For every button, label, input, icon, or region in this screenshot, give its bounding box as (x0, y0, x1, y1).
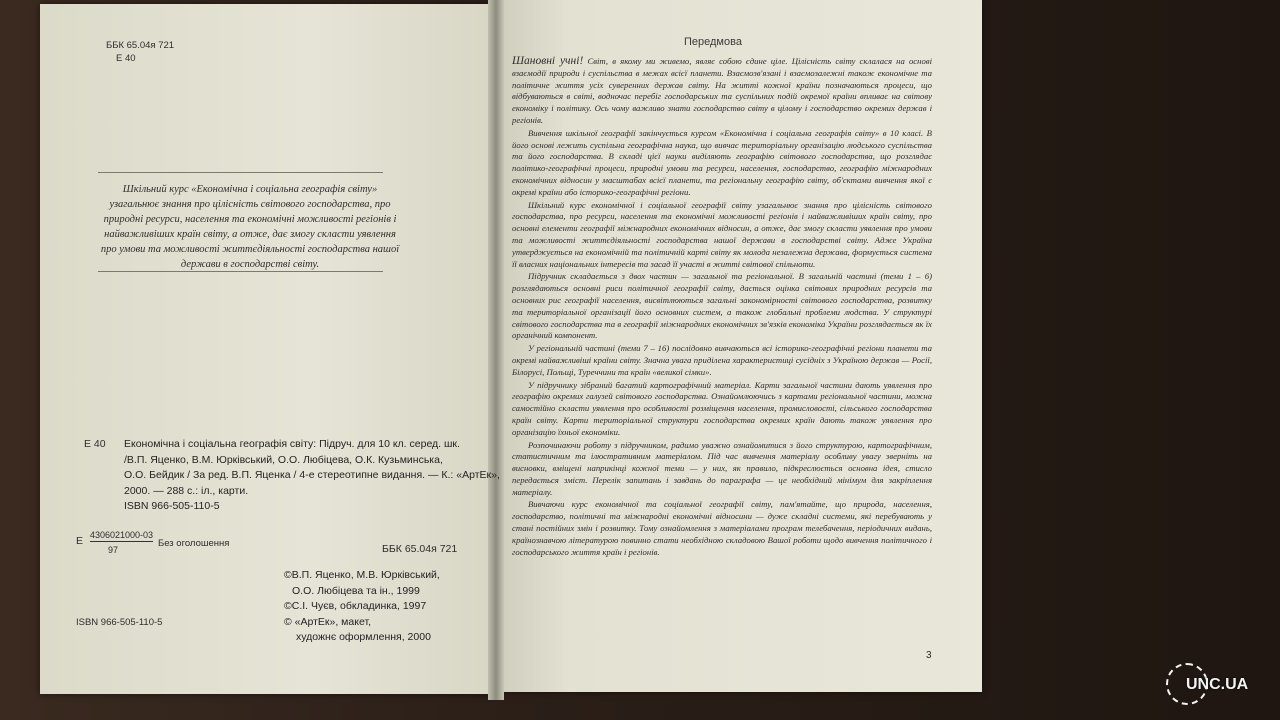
bib-line: ISBN 966-505-110-5 (124, 500, 220, 512)
paragraph (512, 56, 932, 127)
copyright-block (284, 568, 484, 646)
paragraph: Вивчаючи курс економічної та соціальної географії світу, пам'ятайте, що природа, населення, господарство, політичні та міжнародні економічні відносини — дуже складні системи, які перебувають у стані постійних змін і розвитку. Тому ознайомлення з матеріалами програм телебачення, періодичних видань, країнознавчою літературою повинно стати необхідною складовою Вашої роботи щодо вивчення політичного і господарського життя країн і регіонів. (512, 499, 932, 557)
bib-line: Економічна і соціальна географія світу: Підруч. для 10 кл. серед. шк. (124, 438, 460, 450)
isbn-bottom: ISBN 966-505-110-5 (76, 617, 163, 628)
bibliography (124, 437, 524, 515)
fraction-bottom: 97 (108, 545, 119, 555)
copyright-line: О.О. Любіцева та ін., 1999 (292, 584, 420, 597)
copyright-line: ©С.І. Чуєв, обкладинка, 1997 (284, 600, 427, 612)
copyright-line: ©В.П. Яценко, М.В. Юрківський, (284, 569, 440, 581)
copyright-line: художнє оформлення, 2000 (296, 631, 431, 643)
paragraph: Шкільний курс економічної і соціальної географії світу узагальнює знання про цілісність світового господарства, про ресурси, населення та економічні можливості регіонів і найважливіших країн світу, про основні елементи географії міжнародних економічних відносин, а отже, дає змогу скласти уявлення про умови та можливості життєдіяльності господарства нашої держави в господарстві світу. Адже Україна утверджується на економічній та політичній карті світу як молода незалежна держава, формується система її власних національних інтересів та засад її участі в житті світової спільноти. (512, 199, 932, 269)
paragraph: Вивчення шкільної географії закінчується курсом «Економічна і соціальна географія світу» в 10 класі. В його основі лежить суспільна географічна наука, що вивчає територіальну організацію людського суспільства та його господарства. В складі цієї науки виділяють географію світового господарства, що розглядає політико-географічні процеси, природні умови та ресурси, населення, господарство, географію міжнародних економічних відносин у масштабах всієї планети, та регіональну географію світу, об'єктами вивчення якої є окремі країни або історико-географічні регіони. (512, 127, 932, 197)
annotation-text: Шкільний курс «Економічна і соціальна географія світу» узагальнює знання про цілісність світового господарства, про природні ресурси, населення та економічні можливості регіонів і найважливіших країн світу, а отже, дає змогу скласти уявлення про умови та можливості життєдіяльності господарства нашої держави в господарстві світу. (100, 184, 400, 270)
paragraph: Розпочинаючи роботу з підручником, радимо уважно ознайомитися з його структурою, картографічним, статистичним та ілюстративним матеріалом. Під час вивчення матеріалу особливу увагу зверніть на висновки, вміщені наприкінці кожної теми — у них, як правило, підкреслюється основна ідея, стисло передається зміст. Перелік запитань і завдань до параграфа — це необхідний мінімум для закріплення матеріалу. (512, 439, 932, 497)
paragraph-text: Світ, в якому ми живемо, являє собою єдине ціле. Цілісність світу склалася на основі взаємодії природи і суспільства в межах всієї планети. Взаємозв'язані і взаємозалежні також економічне та політичне життя усіх суверенних держав світу. На житті кожної країни позначаються процеси, що відбуваються в світі, водночас перебіг господарських та суспільних подій окремої країни впливає на світову економіку і політику. Ось чому важливо знати господарство світу в цілому і господарство окремих держав і регіонів. (512, 56, 932, 125)
bbk-top: ББК 65.04я 721 (106, 40, 175, 51)
greeting: Шановні учні! (512, 56, 584, 67)
fraction-top: 4306021000-03 (90, 530, 154, 540)
bib-code: Е 40 (84, 438, 106, 450)
no-ads-label: Без оголошення (158, 538, 230, 549)
fraction-prefix: Е (76, 535, 84, 547)
page-number: 3 (926, 650, 932, 661)
preface-body (512, 56, 932, 656)
bib-line: О.О. Бейдик / За ред. В.П. Яценка / 4-е стереотипне видання. — К.: «АртЕк», (124, 469, 500, 481)
copyright-line: © «АртЕк», макет, (284, 615, 372, 628)
bib-line: 2000. — 288 с.: іл., карти. (124, 484, 249, 497)
code-top: Е 40 (116, 53, 136, 64)
page-title: Передмова (684, 36, 742, 48)
paragraph: У підручнику зібраний багатий картографічний матеріал. Карти загальної частини дають уявлення про географію окремих галузей світового господарства. Ознайомлюючись з картами регіональної частини, можна самостійно скласти уявлення про особливості розміщення населення, промисловості, сільського господарства країн світу. Карти територіальної структури господарства окремих країн дають також уявлення про організацію їхньої економіки. (512, 379, 932, 437)
paragraph: У регіональній частині (теми 7 – 16) послідовно вивчаються всі історико-географічні регіони планети та окремі найважливіші країни світу. Значна увага приділена характеристиці сусідніх з Україною держав — Росії, Білорусі, Польщі, Туреччини та країн «великої сімки». (512, 343, 932, 377)
watermark-text: UNC.UA (1186, 676, 1249, 693)
book-spine (488, 0, 504, 700)
bbk-bottom: ББК 65.04я 721 (382, 543, 458, 555)
bib-line: /В.П. Яценко, В.М. Юрківський, О.О. Любіцева, О.К. Кузьминська, (124, 453, 443, 466)
paragraph: Підручник складається з двох частин — загальної та регіональної. В загальній частині (теми 1 – 6) розглядаються основні риси політичної географії світу, дається оцінка світових природних ресурсів та основних рис географії населення, висвітлюються загальні закономірності світового господарства, розвитку та територіальної організації його основних систем, а також глобальні проблеми людства. У структурі світового господарства та в географії міжнародних економічних зв'язків економіка України розглядається як їх органічний компонент. (512, 271, 932, 341)
